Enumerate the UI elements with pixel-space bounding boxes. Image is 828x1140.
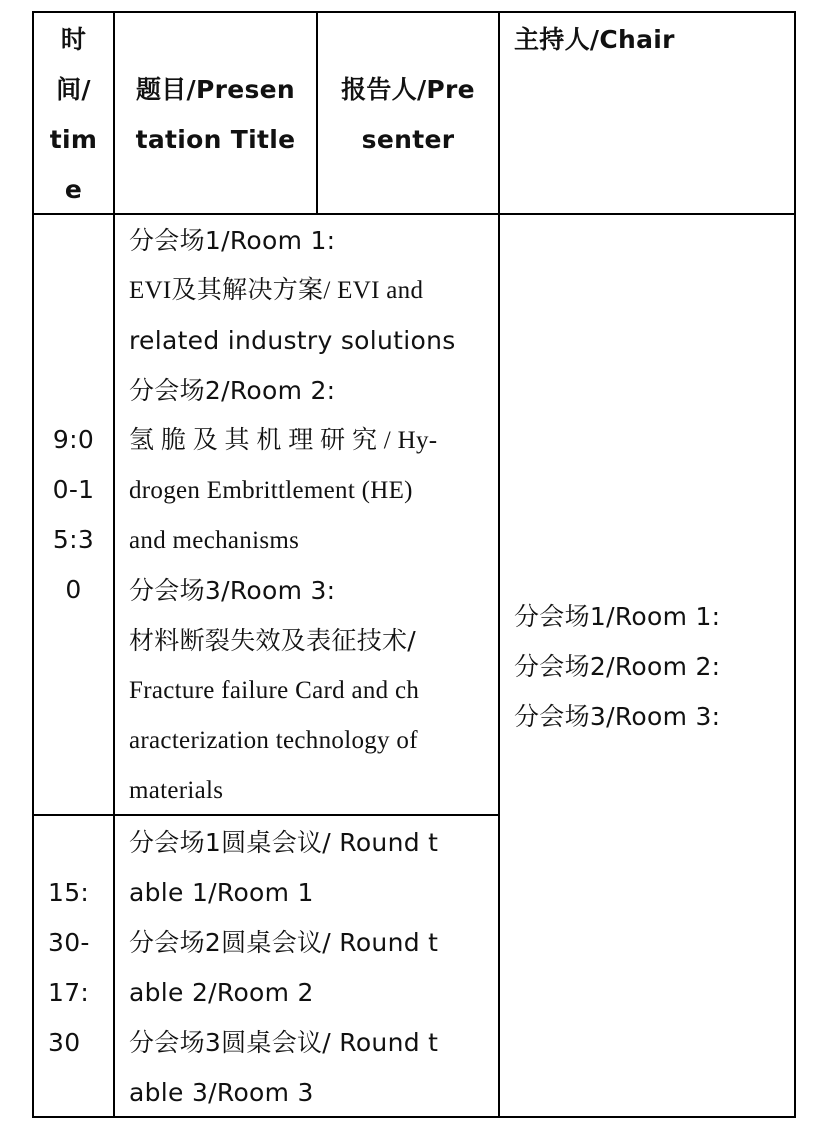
session2-title-line: able 3/Room 3 <box>129 1078 314 1107</box>
session2-time-line: 15: <box>48 878 90 907</box>
session2-title-line: able 1/Room 1 <box>129 878 314 907</box>
table-right-border <box>794 11 796 1118</box>
session1-title-line: 材料断裂失效及表征技术/ <box>129 626 417 655</box>
session2-time-line: 30- <box>48 928 90 957</box>
session2-time-line: 17: <box>48 978 90 1007</box>
session1-title-line: aracterization technology of <box>129 727 418 754</box>
session1-time-line: 5:3 <box>52 525 95 554</box>
session1-title-line: 氢 脆 及 其 机 理 研 究 / Hy- <box>129 427 438 454</box>
session1-time-line: 9:0 <box>52 425 95 454</box>
header-time-line: tim <box>49 125 98 154</box>
header-time-line: 时 <box>60 25 87 54</box>
header-chair: 主持人/Chair <box>514 25 675 54</box>
table-top-border <box>32 11 796 13</box>
header-title-line: tation Title <box>135 125 296 154</box>
session1-time-line: 0-1 <box>52 475 95 504</box>
chair-room-1: 分会场1/Room 1: <box>514 602 721 631</box>
header-presenter-line: 报告人/Pre <box>341 75 475 104</box>
header-title-line: 题目/Presen <box>135 75 296 104</box>
session2-time-line: 30 <box>48 1028 81 1057</box>
session1-title-line: materials <box>129 777 224 804</box>
session1-title-line: 分会场2/Room 2: <box>129 376 336 405</box>
session1-title-line: drogen Embrittlement (HE) <box>129 477 413 504</box>
header-presenter-line: senter <box>361 125 455 154</box>
header-time-line: 间/ <box>56 75 91 104</box>
session2-title-line: 分会场3圆桌会议/ Round t <box>129 1028 439 1057</box>
chair-column-border <box>498 11 500 1118</box>
header-bottom-border <box>32 213 796 215</box>
time-column-border <box>113 11 115 1118</box>
session1-title-line: 分会场3/Room 3: <box>129 576 336 605</box>
header-time-line: e <box>64 175 83 204</box>
session1-title-line: EVI及其解决方案/ EVI and <box>129 277 424 304</box>
chair-room-2: 分会场2/Room 2: <box>514 652 721 681</box>
session1-time-line: 0 <box>65 575 82 604</box>
session1-title-line: and mechanisms <box>129 527 300 554</box>
session1-title-line: 分会场1/Room 1: <box>129 226 336 255</box>
session1-title-line: related industry solutions <box>129 326 456 355</box>
session1-title-line: Fracture failure Card and ch <box>129 677 420 704</box>
session2-title-line: 分会场1圆桌会议/ Round t <box>129 828 439 857</box>
session2-title-line: able 2/Room 2 <box>129 978 314 1007</box>
chair-room-3: 分会场3/Room 3: <box>514 702 721 731</box>
session-divider <box>32 814 500 816</box>
session2-title-line: 分会场2圆桌会议/ Round t <box>129 928 439 957</box>
